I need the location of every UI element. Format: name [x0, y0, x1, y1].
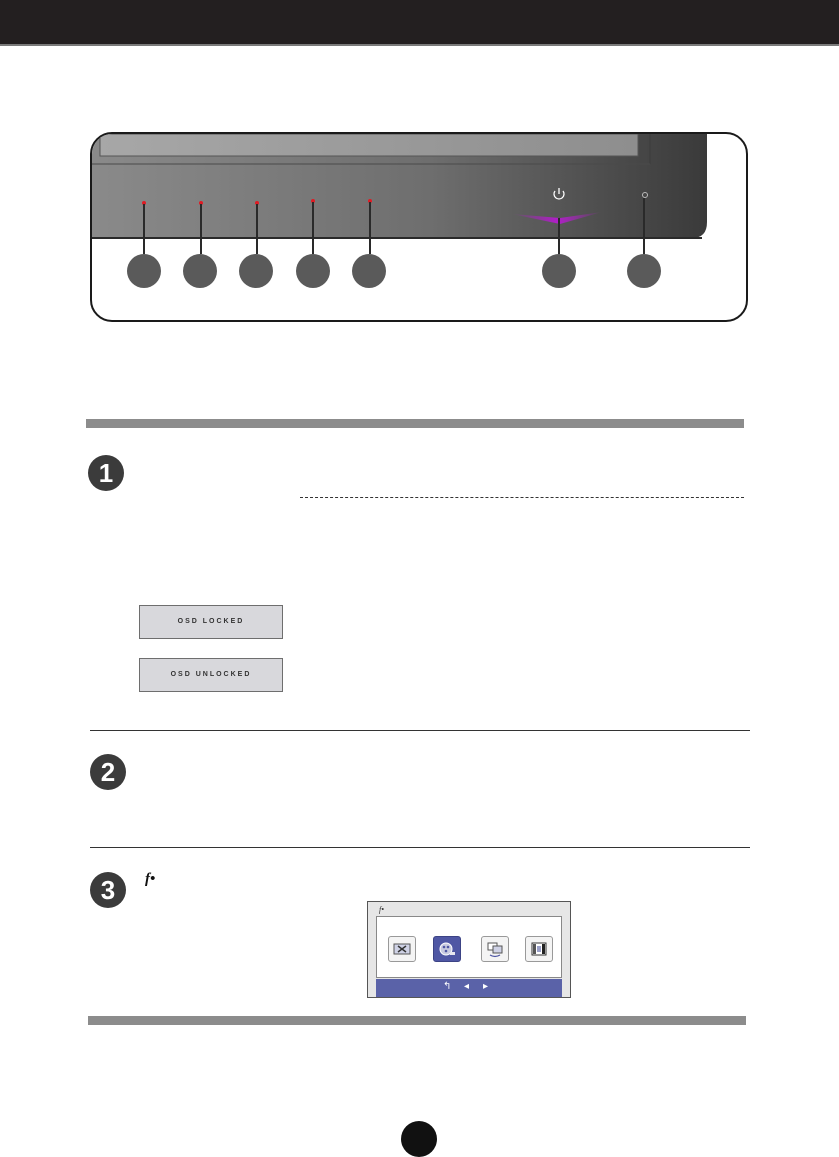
monitor-bezel-drawing — [92, 134, 746, 320]
callout-line-4 — [312, 202, 314, 254]
callout-button-2 — [183, 254, 217, 288]
step-3-number: 3 — [90, 872, 126, 908]
callout-button-4 — [296, 254, 330, 288]
osd-menu-panel — [376, 916, 562, 978]
osd-unlocked-message: OSD UNLOCKED — [139, 658, 283, 692]
callout-line-indicator — [643, 198, 645, 254]
callout-line-3 — [256, 204, 258, 254]
divider-2 — [90, 847, 750, 848]
step-1-dashed-rule — [300, 497, 744, 498]
step-2-number: 2 — [90, 754, 126, 790]
callout-line-power — [558, 218, 560, 254]
osd-function-menu — [367, 901, 571, 998]
callout-button-3 — [239, 254, 273, 288]
monitor-front-illustration — [90, 132, 748, 322]
callout-line-1 — [143, 204, 145, 254]
osd-menu-title: f• — [379, 905, 385, 914]
divider-1 — [90, 730, 750, 731]
header-bar — [0, 0, 839, 44]
left-arrow-icon: ◂ — [464, 981, 470, 992]
page-number-badge — [401, 1121, 437, 1157]
display-dual-icon — [481, 936, 509, 962]
osd-locked-message: OSD LOCKED — [139, 605, 283, 639]
section-top-bar — [86, 419, 744, 428]
callout-button-5 — [352, 254, 386, 288]
film-strip-icon — [525, 936, 553, 962]
picture-off-icon — [388, 936, 416, 962]
callout-power-indicator — [627, 254, 661, 288]
function-key-symbol: f• — [145, 871, 156, 887]
step-1-number: 1 — [88, 455, 124, 491]
osd-menu-nav-bar — [376, 979, 562, 997]
movie-reel-icon — [433, 936, 461, 962]
return-icon: ↰ — [443, 981, 452, 992]
callout-line-2 — [200, 204, 202, 254]
section-bottom-bar — [88, 1016, 746, 1025]
header-underline — [0, 44, 839, 46]
callout-button-1 — [127, 254, 161, 288]
right-arrow-icon: ▸ — [483, 981, 489, 992]
callout-line-5 — [369, 202, 371, 254]
callout-power-button — [542, 254, 576, 288]
